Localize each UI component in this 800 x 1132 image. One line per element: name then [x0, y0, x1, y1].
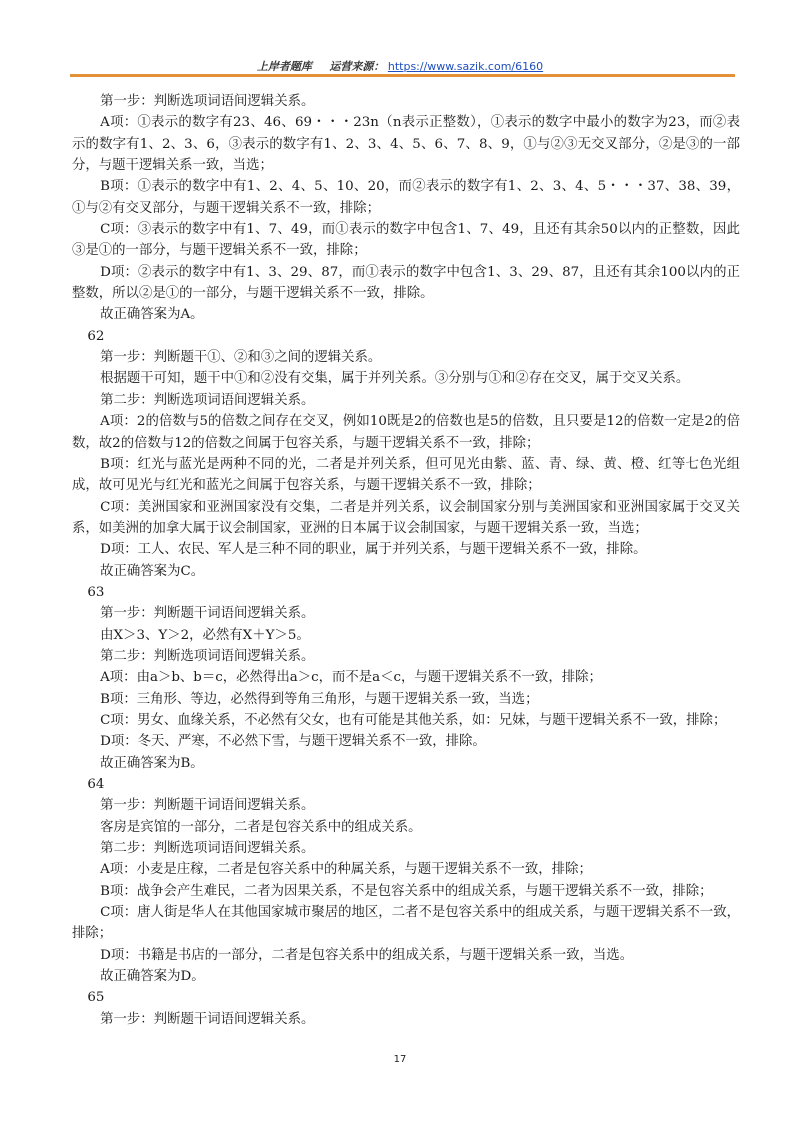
paragraph: A项：①表示的数字有23、46、69・・・23n（n表示正整数），①表示的数字中最小的数字为23，而②表示的数字有1、2、3、6，③表示的数字有1、2、3、4、5、6、7、8、9，①与②③无交叉部分，②是③的一部分，与题干逻辑关系一致，当选； — [72, 115, 740, 174]
paragraph: A项：由a＞b、b＝c，必然得出a＞c，而不是a＜c，与题干逻辑关系不一致，排除； — [100, 670, 602, 686]
paragraph: 由X＞3、Y＞2，必然有X＋Y＞5。 — [100, 627, 310, 643]
paragraph: B项：红光与蓝光是两种不同的光，二者是并列关系，但可见光由紫、蓝、青、绿、黄、橙、红等七色光组成，故可见光与红光和蓝光之间属于包容关系，与题干逻辑关系不一致，排除； — [72, 456, 740, 494]
paragraph: 第一步：判断题干词语间逻辑关系。 — [100, 606, 315, 622]
paragraph: A项：小麦是庄稼，二者是包容关系中的种属关系，与题干逻辑关系不一致，排除； — [100, 862, 592, 878]
paragraph: B项：战争会产生难民，二者为因果关系，不是包容关系中的组成关系，与题干逻辑关系不一致，排除； — [100, 883, 713, 899]
paragraph: 客房是宾馆的一部分，二者是包容关系中的组成关系。 — [100, 819, 422, 835]
paragraph: B项：①表示的数字中有1、2、4、5、10、20，而②表示的数字有1、2、3、4、5・・・37、38、39，①与②有交叉部分，与题干逻辑关系不一致，排除； — [72, 179, 740, 216]
paragraph: B项：三角形、等边，必然得到等角三角形，与题干逻辑关系一致，当选； — [100, 691, 539, 707]
paragraph: 第二步：判断选项词语间逻辑关系。 — [100, 392, 315, 408]
paragraph: C项：③表示的数字中有1、7、49，而①表示的数字中包含1、7、49，且还有其余50以内的正整数，因此③是①的一部分，与题干逻辑关系不一致，排除； — [72, 222, 740, 259]
document-body — [72, 91, 740, 1030]
page-header — [0, 0, 800, 80]
page-number: 17 — [393, 1054, 407, 1065]
paragraph: C项：美洲国家和亚洲国家没有交集，二者是并列关系，议会制国家分别与美洲国家和亚洲国家属于交叉关系，如美洲的加拿大属于议会制国家，亚洲的日本属于议会制国家，与题干逻辑关系一致，当选； — [72, 499, 740, 536]
header-banner — [0, 58, 800, 74]
paragraph: 根据题干可知，题干中①和②没有交集，属于并列关系。③分别与①和②存在交叉，属于交叉关系。 — [100, 371, 690, 387]
paragraph: C项：男女、血缘关系，不必然有父女，也有可能是其他关系，如：兄妹，与题干逻辑关系不一致，排除； — [100, 712, 727, 728]
paragraph: 故正确答案为B。 — [100, 755, 204, 771]
header-brand: 上岸者题库 — [256, 60, 312, 73]
paragraph: C项：唐人街是华人在其他国家城市聚居的地区，二者不是包容关系中的组成关系，与题干逻辑关系不一致，排除； — [72, 905, 740, 942]
paragraph: 第一步：判断题干①、②和③之间的逻辑关系。 — [100, 350, 382, 366]
paragraph: D项：②表示的数字中有1、3、29、87，而①表示的数字中包含1、3、29、87，且还有其余100以内的正整数，所以②是①的一部分，与题干逻辑关系不一致，排除。 — [72, 264, 740, 302]
question-number: 65 — [87, 990, 105, 1006]
question-number: 63 — [87, 584, 105, 600]
paragraph: 故正确答案为D。 — [100, 969, 205, 985]
paragraph: 第一步：判断题干词语间逻辑关系。 — [100, 798, 315, 814]
paragraph: D项：冬天、严寒，不必然下雪，与题干逻辑关系不一致，排除。 — [100, 734, 486, 750]
paragraph: 故正确答案为C。 — [100, 563, 205, 579]
header-url-link[interactable]: https://www.sazik.com/6160 — [387, 60, 544, 73]
paragraph: 故正确答案为A。 — [100, 307, 204, 323]
paragraph: 第二步：判断选项词语间逻辑关系。 — [100, 841, 315, 857]
paragraph: 第二步：判断选项词语间逻辑关系。 — [100, 648, 315, 664]
paragraph: D项：工人、农民、军人是三种不同的职业，属于并列关系，与题干逻辑关系不一致，排除。 — [100, 542, 647, 558]
header-rule — [70, 74, 735, 77]
header-source-label: 运营来源： — [329, 60, 385, 73]
paragraph: A项：2的倍数与5的倍数之间存在交叉，例如10既是2的倍数也是5的倍数，且只要是12的倍数一定是2的倍数，故2的倍数与12的倍数之间属于包容关系，与题干逻辑关系不一致，排除； — [72, 414, 740, 451]
paragraph: 第一步：判断选项词语间逻辑关系。 — [100, 94, 315, 109]
question-number: 62 — [87, 328, 105, 344]
question-number: 64 — [87, 777, 105, 792]
paragraph: 第一步：判断题干词语间逻辑关系。 — [100, 1011, 315, 1027]
paragraph: D项：书籍是书店的一部分，二者是包容关系中的组成关系，与题干逻辑关系一致，当选。 — [100, 947, 634, 963]
